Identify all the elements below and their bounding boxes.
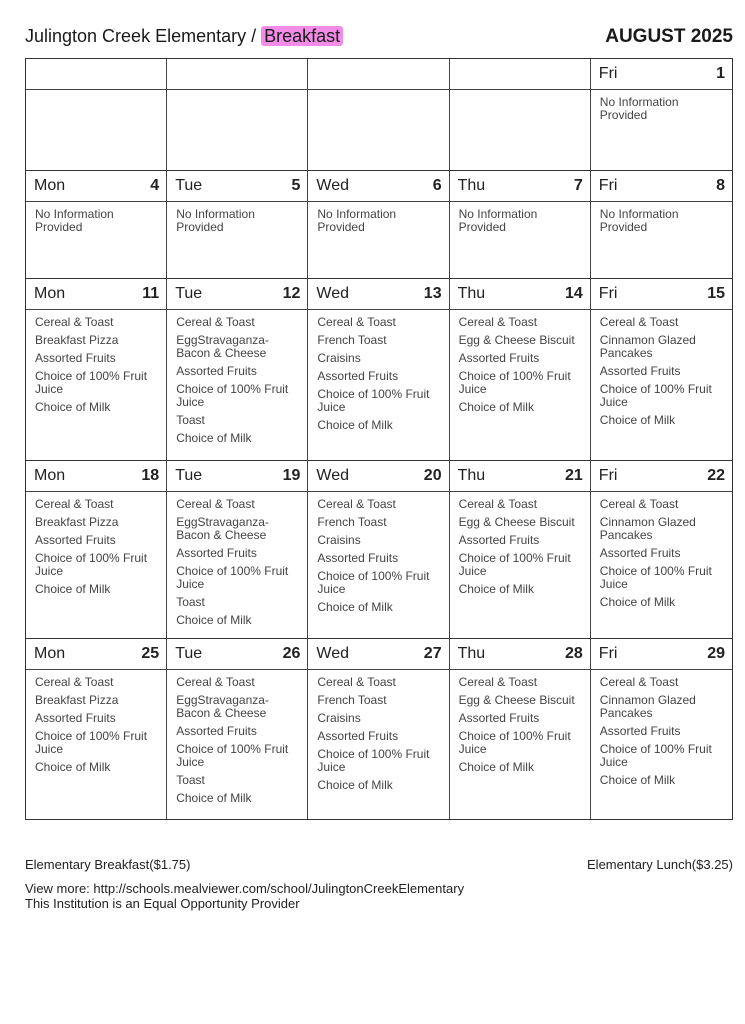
date-number: 27 [423,645,442,662]
date-number: 21 [565,467,583,484]
menu-item: Assorted Fruits [317,369,399,383]
menu-item: Cereal & Toast [317,315,396,329]
menu-items [167,310,307,445]
menu-item: Choice of 100% Fruit Juice [458,729,571,756]
menu-item: Choice of Milk [458,760,534,774]
menu-item: Choice of Milk [35,760,111,774]
weekday-label: Mon [34,467,66,484]
menu-item: No Information Provided [458,207,538,234]
menu-item: Toast [176,595,205,609]
menu-item: Cinnamon Glazed Pancakes [599,333,696,360]
day-header [450,461,590,492]
menu-items [308,310,448,432]
menu-item: Choice of Milk [176,431,252,445]
menu-item: Cereal & Toast [458,497,538,511]
date-number: 7 [573,177,583,194]
day-header [167,59,307,90]
menu-item: Cereal & Toast [176,315,255,329]
day-cell [308,59,449,171]
menu-item: Choice of Milk [176,791,252,805]
date-number: 22 [707,467,725,484]
day-cell [26,639,167,819]
menu-item: Cereal & Toast [317,675,396,689]
menu-items [26,90,166,96]
date-number: 5 [291,177,301,194]
day-cell [26,171,167,279]
menu-item: No Information Provided [599,95,679,122]
weekday-label: Tue [175,285,203,302]
weekday-label: Thu [457,645,486,662]
menu-item: Assorted Fruits [35,351,116,365]
menu-items [591,310,732,427]
day-cell [26,59,167,171]
day-header [308,59,448,90]
day-header [591,279,732,310]
menu-item: Choice of Milk [317,778,393,792]
menu-item: Cereal & Toast [317,497,396,511]
date-number: 6 [432,177,442,194]
menu-item: Choice of Milk [35,400,111,414]
menu-item: Choice of 100% Fruit Juice [35,729,148,756]
menu-item: Assorted Fruits [599,724,681,738]
menu-item: Assorted Fruits [317,729,399,743]
menu-item: Choice of 100% Fruit Juice [458,369,571,396]
menu-item: Toast [176,413,205,427]
day-cell [167,461,308,639]
lunch-price: Elementary Lunch($3.25) [587,857,733,872]
date-number: 4 [150,177,160,194]
menu-item: Choice of Milk [599,773,676,787]
date-number: 20 [423,467,442,484]
day-header [26,639,166,670]
menu-item: Assorted Fruits [35,711,116,725]
menu-item: Assorted Fruits [458,533,540,547]
weekday-label: Wed [316,285,349,302]
menu-item: Cinnamon Glazed Pancakes [599,693,696,720]
menu-item: Cereal & Toast [176,497,255,511]
date-number: 13 [423,285,442,302]
weekday-label: Wed [316,645,349,662]
menu-item: Choice of 100% Fruit Juice [599,742,712,769]
day-cell [591,639,732,819]
menu-item: Breakfast Pizza [35,515,119,529]
menu-item: Craisins [317,351,361,365]
menu-items [450,90,590,96]
weekday-label: Mon [34,177,66,194]
menu-item: Choice of Milk [458,582,534,596]
menu-item: Choice of 100% Fruit Juice [176,564,289,591]
day-header [450,171,590,202]
day-cell [26,461,167,639]
menu-item: French Toast [317,693,387,707]
menu-item: Choice of 100% Fruit Juice [317,747,430,774]
day-header [167,461,307,492]
meal-type: Breakfast [261,26,343,46]
weekday-label: Wed [316,177,349,194]
menu-item: Assorted Fruits [458,711,540,725]
day-cell [450,171,591,279]
date-number: 15 [707,285,725,302]
date-number: 26 [282,645,301,662]
day-header [308,639,448,670]
day-cell [308,279,449,461]
menu-items [167,492,307,627]
weekday-label: Mon [34,645,66,662]
menu-calendar [25,58,733,820]
menu-items [308,670,448,792]
day-header [26,279,166,310]
menu-item: Choice of 100% Fruit Juice [317,387,430,414]
menu-item: Assorted Fruits [599,546,681,560]
month-title: AUGUST 2025 [605,26,733,47]
menu-item: Cereal & Toast [35,675,114,689]
menu-item: Cereal & Toast [458,315,538,329]
equal-opportunity-statement: This Institution is an Equal Opportunity Provider [25,896,300,911]
day-header [450,639,590,670]
weekday-label: Fri [598,645,618,662]
date-number: 11 [142,285,160,302]
day-cell [26,279,167,461]
menu-item: Cereal & Toast [35,497,114,511]
day-cell [167,59,308,171]
weekday-label: Tue [175,467,203,484]
menu-item: Assorted Fruits [599,364,681,378]
day-header [167,171,307,202]
menu-items [26,310,166,414]
day-header [308,279,448,310]
day-header [26,171,166,202]
date-number: 14 [565,285,583,302]
date-number: 25 [141,645,160,662]
day-header [26,59,166,90]
day-header [308,461,448,492]
menu-items [591,90,732,122]
menu-item: Assorted Fruits [317,551,399,565]
day-header [308,171,448,202]
menu-items [26,670,166,774]
day-cell [591,59,732,171]
menu-item: EggStravaganza-Bacon & Cheese [176,515,269,542]
menu-items [450,310,590,414]
menu-items [450,670,590,774]
menu-item: Choice of 100% Fruit Juice [599,382,712,409]
menu-item: French Toast [317,333,387,347]
menu-items [450,202,590,234]
weekday-label: Mon [34,285,66,302]
view-more-link[interactable]: View more: http://schools.mealviewer.com/school/JulingtonCreekElementary [25,881,465,896]
day-cell [591,279,732,461]
menu-items [591,492,732,609]
menu-item: Assorted Fruits [176,724,257,738]
menu-item: Choice of 100% Fruit Juice [176,382,289,409]
menu-items [26,492,166,596]
menu-item: Assorted Fruits [176,364,257,378]
day-cell [308,639,449,819]
day-cell [450,279,591,461]
menu-item: Cereal & Toast [599,497,679,511]
day-header [450,59,590,90]
day-header [26,461,166,492]
menu-items [167,202,307,234]
breakfast-price: Elementary Breakfast($1.75) [25,857,191,872]
weekday-label: Thu [457,177,486,194]
day-cell [591,461,732,639]
weekday-label: Tue [175,177,203,194]
day-header [591,461,732,492]
menu-item: Egg & Cheese Biscuit [458,693,575,707]
menu-item: Breakfast Pizza [35,333,119,347]
weekday-label: Fri [598,65,618,82]
menu-item: Assorted Fruits [176,546,257,560]
menu-item: Choice of 100% Fruit Juice [317,569,430,596]
date-number: 29 [707,645,725,662]
weekday-label: Fri [598,177,618,194]
menu-item: No Information Provided [317,207,397,234]
day-header [167,639,307,670]
day-header [167,279,307,310]
menu-item: EggStravaganza-Bacon & Cheese [176,693,269,720]
day-cell [167,171,308,279]
menu-item: No Information Provided [176,207,255,234]
date-number: 1 [716,65,725,82]
weekday-label: Fri [598,285,618,302]
menu-item: Assorted Fruits [458,351,540,365]
menu-item: Cereal & Toast [599,315,679,329]
menu-item: Choice of 100% Fruit Juice [599,564,712,591]
menu-item: Cereal & Toast [176,675,255,689]
weekday-label: Wed [316,467,349,484]
menu-items [26,202,166,234]
menu-item: Assorted Fruits [35,533,116,547]
day-cell [308,171,449,279]
weekday-label: Tue [175,645,203,662]
menu-item: Choice of Milk [317,600,393,614]
menu-item: Choice of Milk [599,595,676,609]
day-cell [308,461,449,639]
date-number: 19 [282,467,301,484]
menu-item: Egg & Cheese Biscuit [458,515,575,529]
menu-item: No Information Provided [599,207,679,234]
weekday-label: Fri [598,467,618,484]
menu-item: Choice of 100% Fruit Juice [35,551,148,578]
menu-item: EggStravaganza-Bacon & Cheese [176,333,269,360]
menu-item: Cereal & Toast [458,675,538,689]
menu-item: Choice of Milk [458,400,534,414]
menu-item: Choice of 100% Fruit Juice [458,551,571,578]
menu-items [308,492,448,614]
day-header [591,639,732,670]
menu-item: Craisins [317,711,361,725]
day-header [591,171,732,202]
menu-item: Cereal & Toast [35,315,114,329]
menu-item: Choice of 100% Fruit Juice [176,742,289,769]
date-number: 12 [282,285,301,302]
date-number: 18 [141,467,160,484]
menu-item: Choice of 100% Fruit Juice [35,369,148,396]
date-number: 28 [565,645,583,662]
day-header [450,279,590,310]
weekday-label: Thu [457,285,486,302]
menu-item: Choice of Milk [317,418,393,432]
day-cell [450,639,591,819]
menu-item: Choice of Milk [599,413,676,427]
menu-items [591,670,732,787]
menu-item: Toast [176,773,205,787]
menu-items [308,90,448,96]
menu-items [450,492,590,596]
menu-items [591,202,732,234]
menu-items [308,202,448,234]
menu-item: Egg & Cheese Biscuit [458,333,575,347]
weekday-label: Thu [457,467,486,484]
menu-item: French Toast [317,515,387,529]
menu-item: Choice of Milk [35,582,111,596]
day-cell [591,171,732,279]
menu-item: Cereal & Toast [599,675,679,689]
menu-items [167,670,307,805]
menu-item: Breakfast Pizza [35,693,119,707]
menu-item: Craisins [317,533,361,547]
page-title [25,26,343,47]
day-cell [450,461,591,639]
date-number: 8 [716,177,725,194]
day-cell [167,279,308,461]
school-name: Julington Creek Elementary / [25,26,257,46]
menu-items [167,90,307,96]
menu-item: No Information Provided [35,207,114,234]
day-cell [167,639,308,819]
day-header [591,59,732,90]
day-cell [450,59,591,171]
menu-item: Cinnamon Glazed Pancakes [599,515,696,542]
menu-item: Choice of Milk [176,613,252,627]
